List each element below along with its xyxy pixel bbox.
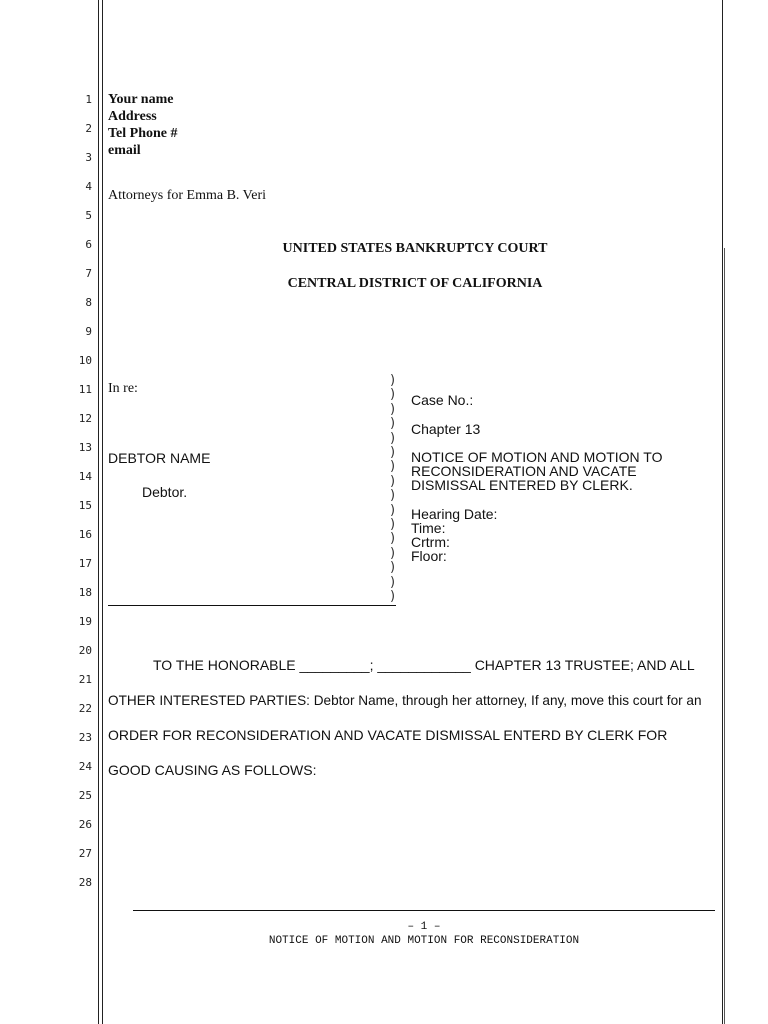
doc-title-line-3: DISMISSAL ENTERED BY CLERK. bbox=[411, 477, 633, 493]
line-number: 4 bbox=[85, 180, 92, 193]
line-number: 15 bbox=[78, 499, 92, 512]
body-line-1: TO THE HONORABLE _________; ____________ CHAPTER 13 TRUSTEE; AND ALL bbox=[153, 657, 695, 673]
time-label: Time: bbox=[411, 520, 446, 536]
caption-divider bbox=[390, 374, 402, 605]
line-number: 23 bbox=[78, 731, 92, 744]
line-number: 27 bbox=[78, 847, 92, 860]
in-re-label: In re: bbox=[108, 381, 138, 396]
hearing-date-label: Hearing Date: bbox=[411, 506, 498, 522]
line-number: 19 bbox=[78, 615, 92, 628]
caption-paren: ) bbox=[390, 488, 396, 504]
attorneys-for: Attorneys for Emma B. Veri bbox=[108, 188, 266, 203]
caption-paren: ) bbox=[390, 545, 396, 561]
attorney-address: Address bbox=[108, 109, 157, 124]
attorney-email: email bbox=[108, 143, 141, 158]
line-number: 28 bbox=[78, 876, 92, 889]
footer-page-number: – 1 – bbox=[407, 921, 441, 933]
body-line-4: GOOD CAUSING AS FOLLOWS: bbox=[108, 762, 317, 778]
line-number: 10 bbox=[78, 354, 92, 367]
crtrm-label: Crtrm: bbox=[411, 534, 450, 550]
margin-rule-right-secondary bbox=[724, 248, 725, 1024]
attorney-name: Your name bbox=[108, 92, 174, 107]
line-number: 5 bbox=[85, 209, 92, 222]
line-number: 14 bbox=[78, 470, 92, 483]
caption-paren: ) bbox=[390, 401, 396, 417]
caption-paren: ) bbox=[390, 517, 396, 533]
caption-paren: ) bbox=[390, 430, 396, 446]
body-line-2: OTHER INTERESTED PARTIES: Debtor Name, through her attorney, If any, move this court for an bbox=[108, 693, 702, 708]
line-number: 11 bbox=[78, 383, 92, 396]
doc-title-line-2: RECONSIDERATION AND VACATE bbox=[411, 463, 637, 479]
line-number: 1 bbox=[85, 93, 92, 106]
line-numbers bbox=[0, 0, 92, 1024]
line-number: 17 bbox=[78, 557, 92, 570]
line-number: 6 bbox=[85, 238, 92, 251]
line-number: 20 bbox=[78, 644, 92, 657]
line-number: 7 bbox=[85, 267, 92, 280]
caption-paren: ) bbox=[390, 589, 396, 605]
line-number: 3 bbox=[85, 151, 92, 164]
caption-paren: ) bbox=[390, 560, 396, 576]
caption-paren: ) bbox=[390, 531, 396, 547]
floor-label: Floor: bbox=[411, 548, 447, 564]
footer-title: NOTICE OF MOTION AND MOTION FOR RECONSIDERATION bbox=[268, 935, 580, 947]
court-district: CENTRAL DISTRICT OF CALIFORNIA bbox=[287, 276, 543, 291]
caption-paren: ) bbox=[390, 574, 396, 590]
line-number: 22 bbox=[78, 702, 92, 715]
attorney-phone: Tel Phone # bbox=[108, 126, 178, 141]
line-number: 16 bbox=[78, 528, 92, 541]
line-number: 24 bbox=[78, 760, 92, 773]
caption-paren: ) bbox=[390, 445, 396, 461]
line-number: 12 bbox=[78, 412, 92, 425]
caption-paren: ) bbox=[390, 373, 396, 388]
margin-rule-right bbox=[722, 0, 723, 1024]
margin-rule-left-inner bbox=[102, 0, 103, 1024]
line-number: 13 bbox=[78, 441, 92, 454]
case-number-label: Case No.: bbox=[411, 392, 474, 408]
line-number: 8 bbox=[85, 296, 92, 309]
line-number: 18 bbox=[78, 586, 92, 599]
line-number: 25 bbox=[78, 789, 92, 802]
margin-rule-left-outer bbox=[98, 0, 99, 1024]
body-line-3: ORDER FOR RECONSIDERATION AND VACATE DISMISSAL ENTERD BY CLERK FOR bbox=[108, 727, 668, 743]
caption-paren: ) bbox=[390, 473, 396, 489]
line-number: 9 bbox=[85, 325, 92, 338]
line-number: 26 bbox=[78, 818, 92, 831]
footer-rule bbox=[133, 910, 715, 911]
caption-paren: ) bbox=[390, 387, 396, 403]
court-name: UNITED STATES BANKRUPTCY COURT bbox=[282, 241, 548, 256]
chapter-label: Chapter 13 bbox=[411, 421, 481, 437]
caption-paren: ) bbox=[390, 459, 396, 475]
caption-rule bbox=[108, 605, 396, 606]
doc-title-line-1: NOTICE OF MOTION AND MOTION TO bbox=[411, 449, 663, 465]
line-number: 2 bbox=[85, 122, 92, 135]
caption-paren: ) bbox=[390, 416, 396, 432]
debtor-label: Debtor. bbox=[142, 484, 188, 500]
line-number: 21 bbox=[78, 673, 92, 686]
caption-paren: ) bbox=[390, 502, 396, 518]
debtor-name: DEBTOR NAME bbox=[108, 450, 211, 466]
